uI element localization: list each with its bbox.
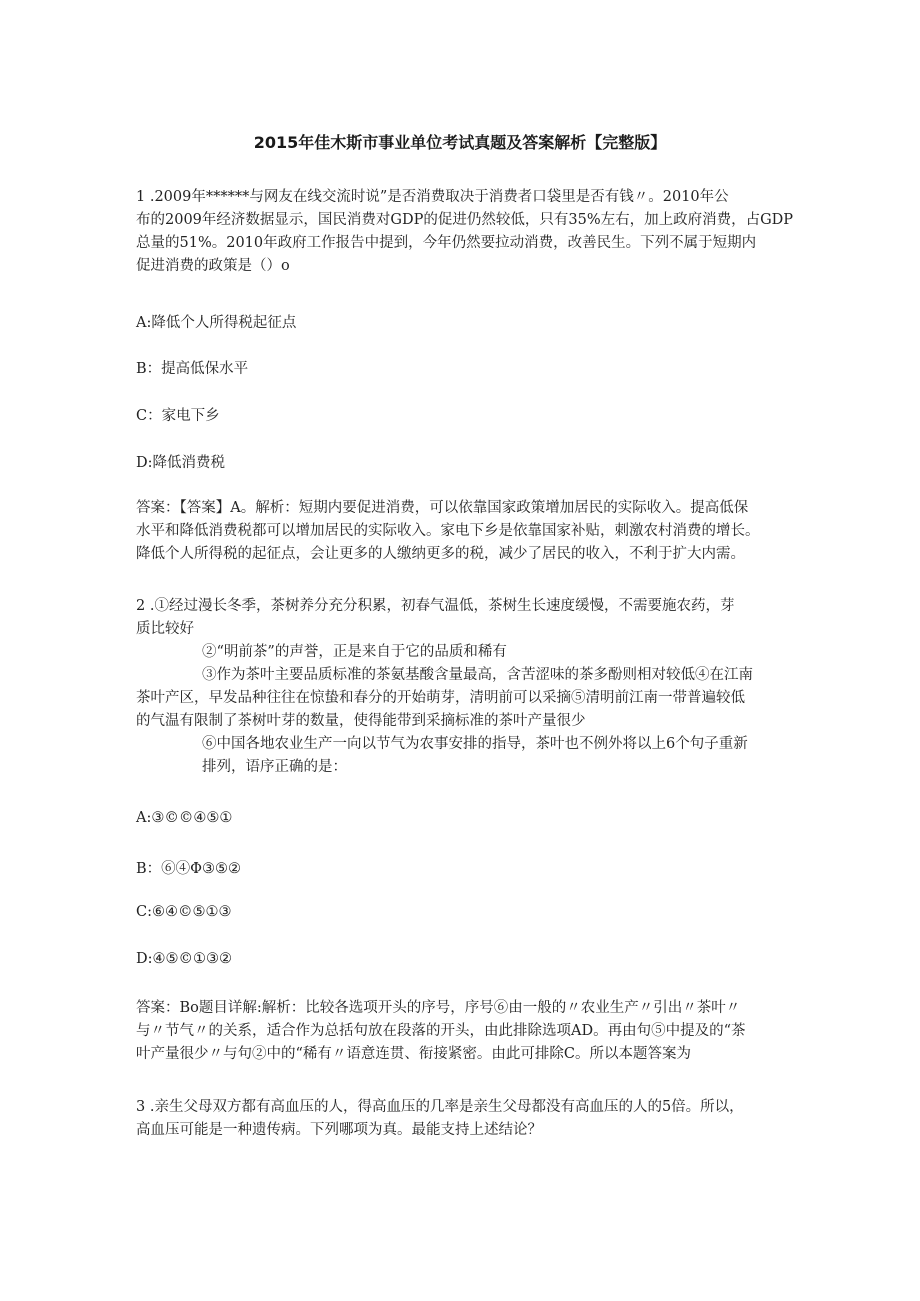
text-line: 3 .亲生父母双方都有高血压的人，得高血压的几率是亲生父母都没有高血压的人的5倍。所以， [136,1099,744,1115]
text-line: ⑥中国各地农业生产一向以节气为农事安排的指导，茶叶也不例外将以上6个句子重新 [202,736,748,752]
text-line: 降低个人所得税的起征点，会让更多的人缴纳更多的税，减少了居民的收入，不利于扩大内需。 [136,546,745,562]
text-line: ②“明前茶”的声誉，正是来自于它的品质和稀有 [202,644,507,660]
question-2-option-a: A:③©©④⑤① [136,810,233,826]
question-2-answer [136,997,786,1066]
text-line: 水平和降低消费税都可以增加居民的实际收入。家电下乡是依靠国家补贴，刺激农村消费的增长。 [136,523,760,539]
question-1-option-d: D:降低消费税 [136,455,226,471]
question-2-option-b: B：⑥④Φ③⑤② [136,861,242,877]
text-line: 总量的51%。2010年政府工作报告中提到，今年仍然要拉动消费，改善民生。下列不属于短期内 [136,235,757,251]
question-2-stem [136,595,786,779]
question-1-option-b: B：提高低保水平 [136,361,249,377]
text-line: 高血压可能是一种遗传病。下列哪项为真。最能支持上述结论？ [136,1122,542,1138]
text-line: 的气温有限制了茶树叶芽的数量，使得能带到采摘标准的茶叶产量很少 [136,713,586,729]
question-3-stem [136,1096,786,1142]
text-line: 质比较好 [136,621,194,637]
text-line: 排列，语序正确的是： [202,759,347,775]
text-line: 答案：Bo题目详解:解析：比较各选项开头的序号，序号⑥由一般的〃农业生产〃引出〃茶叶〃 [136,1000,741,1016]
text-line: 1 .2009年******与网友在线交流时说”是否消费取决于消费者口袋里是否有钱〃。2010年公 [136,189,729,205]
question-1-option-a: A:降低个人所得税起征点 [136,315,297,331]
text-line: ③作为茶叶主要品质标准的茶氨基酸含量最高，含苦涩味的茶多酚则相对较低④在江南 [202,667,753,683]
text-line: 答案：【答案】A。解析：短期内要促进消费，可以依靠国家政策增加居民的实际收入。提高低保 [136,500,749,516]
question-2-option-d: D:④⑤©①③② [136,951,233,967]
page-title: 2015年佳木斯市事业单位考试真题及答案解析【完整版】 [253,133,667,152]
question-1-answer [136,497,786,566]
text-line: 茶叶产区，早发品种往往在惊蛰和春分的开始萌芽，清明前可以采摘⑤清明前江南一带普遍较低 [136,690,745,706]
text-line: 2 .①经过漫长冬季，茶树养分充分积累，初春气温低，茶树生长速度缓慢，不需要施农药，芽 [136,598,735,614]
question-1-option-c: C：家电下乡 [136,408,220,424]
text-line: 叶产量很少〃与句②中的“稀有〃语意连贯、衔接紧密。由此可排除C。所以本题答案为 [136,1046,692,1062]
text-line: 与〃节气〃的关系，适合作为总括句放在段落的开头，由此排除选项AD。再由句⑤中提及的“茶 [136,1023,746,1039]
text-line: 促进消费的政策是（）o [136,258,290,274]
text-line: 布的2009年经济数据显示，国民消费对GDP的促进仍然较低，只有35%左右，加上政府消费，占GDP [136,212,794,228]
question-1-stem [136,186,794,278]
question-2-option-c: C:⑥④©⑤①③ [136,904,232,920]
